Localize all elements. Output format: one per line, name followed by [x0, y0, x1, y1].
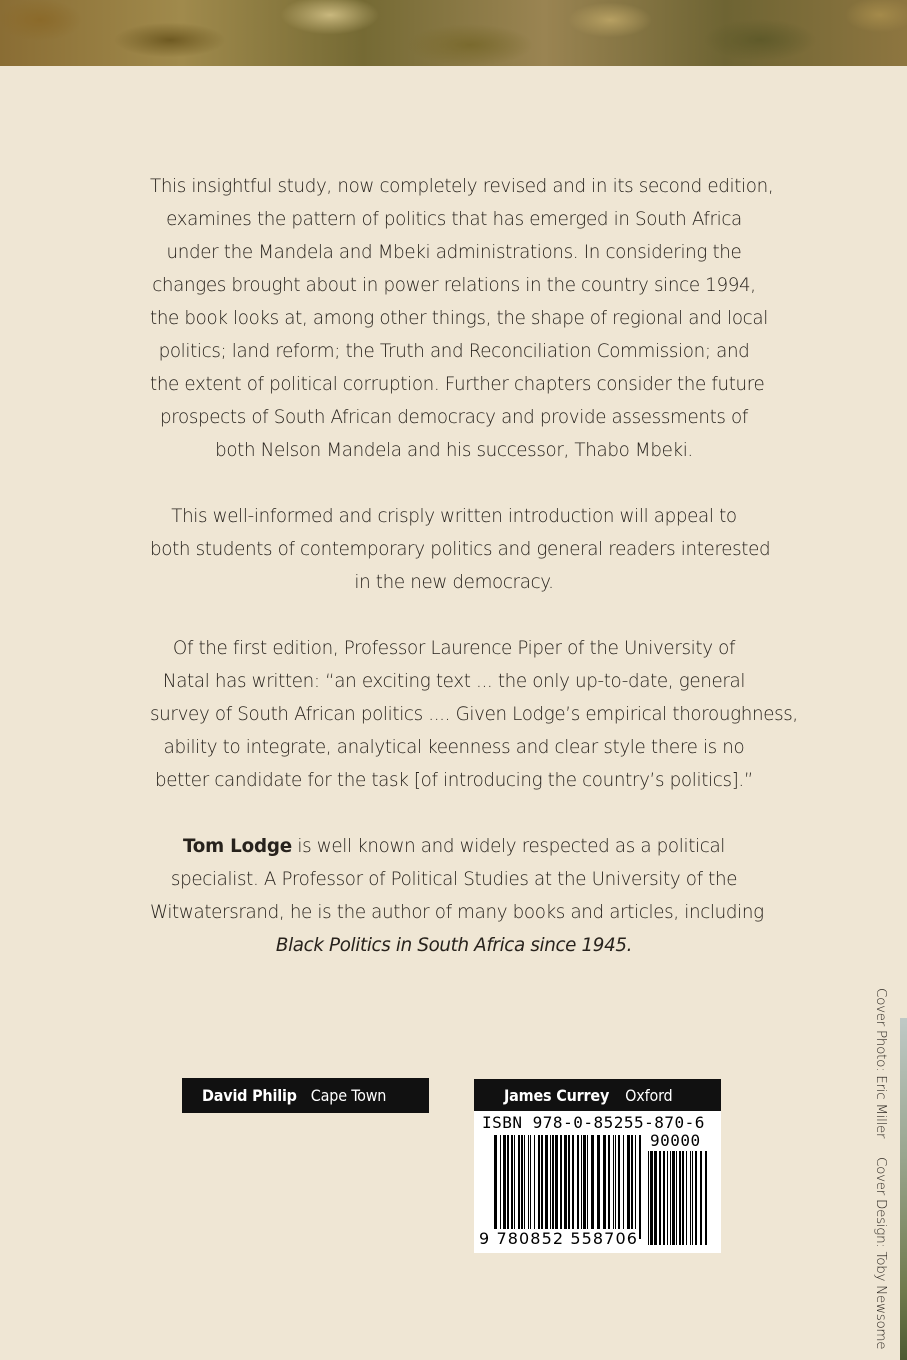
barcode-bar — [503, 1135, 506, 1239]
blurb-line: changes brought about in power relations in the country since 1994, — [152, 275, 756, 296]
cover-design-credit: Cover Design: Toby Newsome — [873, 1157, 889, 1350]
book-title: Black Politics in South Africa since 1945. — [275, 935, 633, 956]
barcode-bar — [676, 1151, 677, 1245]
bio-line: Witwatersrand, he is the author of many books and articles, including — [150, 902, 764, 923]
barcode-bar — [667, 1151, 668, 1245]
barcode-bar — [654, 1151, 657, 1245]
publisher-label-right — [474, 1079, 721, 1111]
blurb-paragraph-1 — [150, 170, 774, 467]
barcode-bar — [623, 1135, 624, 1239]
barcode-bar — [631, 1135, 633, 1239]
barcode-bar — [700, 1151, 702, 1245]
blurb-line: under the Mandela and Mbeki administrations. In considering the — [166, 242, 742, 263]
barcode-bar — [541, 1135, 543, 1239]
barcode-bar — [581, 1135, 582, 1239]
blurb-line: the book looks at, among other things, the shape of regional and local — [150, 308, 768, 329]
barcode-bar — [555, 1135, 558, 1239]
barcode-bar — [494, 1135, 497, 1239]
barcode-bar — [583, 1135, 586, 1239]
barcode-bar — [514, 1135, 515, 1239]
barcode-bar — [511, 1135, 513, 1239]
blurb-line: politics; land reform; the Truth and Reconciliation Commission; and — [158, 341, 750, 362]
quote-line: better candidate for the task [of introducing the country’s politics].” — [155, 770, 753, 791]
isbn-label: ISBN 978-0-85255-870-6 — [482, 1113, 705, 1132]
barcode-bar — [613, 1135, 614, 1239]
barcode-bar — [500, 1135, 501, 1239]
barcode-bar — [534, 1135, 535, 1239]
blurb-line: both students of contemporary politics and general readers interested — [150, 539, 771, 560]
publisher-name: David Philip — [202, 1086, 297, 1105]
barcode-bar — [577, 1135, 579, 1239]
bio-text: is well known and widely respected as a political — [291, 836, 726, 857]
barcode-bar — [635, 1135, 636, 1239]
barcode-bar — [686, 1151, 687, 1245]
blurb-line: examines the pattern of politics that has emerged in South Africa — [166, 209, 742, 230]
barcode-addon-digits: 90000 — [650, 1131, 701, 1150]
barcode-bar — [705, 1151, 707, 1245]
blurb-line: This insightful study, now completely revised and in its second edition, — [150, 176, 774, 197]
barcode-main-bars — [494, 1135, 642, 1239]
barcode-bar — [550, 1135, 551, 1239]
barcode-bar — [518, 1135, 520, 1239]
blurb-line: in the new democracy. — [354, 572, 554, 593]
cover-photo-credit: Cover Photo: Eric Miller — [873, 988, 889, 1139]
barcode-digits: 9 780852 558706 — [479, 1229, 639, 1248]
author-bio — [150, 830, 764, 962]
barcode-bar — [572, 1135, 574, 1239]
barcode-bar — [659, 1151, 661, 1245]
barcode-bar — [615, 1135, 616, 1239]
publisher-city: Oxford — [625, 1085, 673, 1105]
barcode-bar — [690, 1151, 691, 1245]
barcode-bar — [560, 1135, 562, 1239]
author-name: Tom Lodge — [182, 836, 292, 857]
barcode-bar — [597, 1135, 600, 1239]
barcode-bar — [507, 1135, 509, 1239]
barcode-bar — [695, 1151, 697, 1245]
review-quote-paragraph — [150, 632, 798, 797]
barcode-bar — [670, 1151, 671, 1245]
barcode-bar — [564, 1135, 567, 1239]
barcode-bar — [679, 1151, 681, 1245]
barcode-bar — [627, 1135, 630, 1239]
barcode-bar — [663, 1151, 665, 1245]
barcode-bar — [639, 1135, 641, 1239]
barcode-bar — [521, 1135, 523, 1239]
spine-edge-photo — [900, 1018, 907, 1360]
blurb-line: both Nelson Mandela and his successor, Thabo Mbeki. — [215, 440, 693, 461]
barcode-bar — [603, 1135, 606, 1239]
publisher-label-left — [182, 1078, 429, 1113]
barcode-bar — [545, 1135, 548, 1239]
isbn-barcode — [474, 1111, 721, 1253]
barcode-bar — [568, 1135, 570, 1239]
barcode-bar — [524, 1135, 525, 1239]
blurb-paragraph-2 — [150, 500, 771, 599]
blurb-line: This well-informed and crisply written introduction will appeal to — [171, 506, 737, 527]
barcode-bar — [648, 1151, 649, 1245]
quote-line: Of the first edition, Professor Laurence Piper of the University of — [172, 638, 736, 659]
publisher-city: Cape Town — [310, 1086, 387, 1105]
barcode-bar — [528, 1135, 529, 1239]
cover-photo-strip — [0, 0, 907, 66]
quote-line: ability to integrate, analytical keenness and clear style there is no — [163, 737, 745, 758]
quote-line: Natal has written: “an exciting text ... the only up-to-date, general — [162, 671, 746, 692]
barcode-bar — [650, 1151, 653, 1245]
barcode-bar — [672, 1151, 675, 1245]
bio-line: specialist. A Professor of Political Studies at the University of the — [170, 869, 738, 890]
barcode-bar — [692, 1151, 693, 1245]
quote-line: survey of South African politics .... Given Lodge’s empirical thoroughness, — [150, 704, 798, 725]
bio-line-1 — [150, 830, 758, 863]
barcode-bar — [591, 1135, 594, 1239]
barcode-bar — [552, 1135, 554, 1239]
barcode-bar — [618, 1135, 620, 1239]
barcode-bar — [530, 1135, 531, 1239]
barcode-addon-bars — [648, 1151, 710, 1245]
barcode-bar — [682, 1151, 684, 1245]
blurb-line: the extent of political corruption. Further chapters consider the future — [150, 374, 765, 395]
barcode-bar — [587, 1135, 588, 1239]
blurb-line: prospects of South African democracy and provide assessments of — [160, 407, 748, 428]
barcode-bar — [538, 1135, 540, 1239]
publisher-name: James Currey — [504, 1085, 610, 1105]
barcode-bar — [608, 1135, 610, 1239]
